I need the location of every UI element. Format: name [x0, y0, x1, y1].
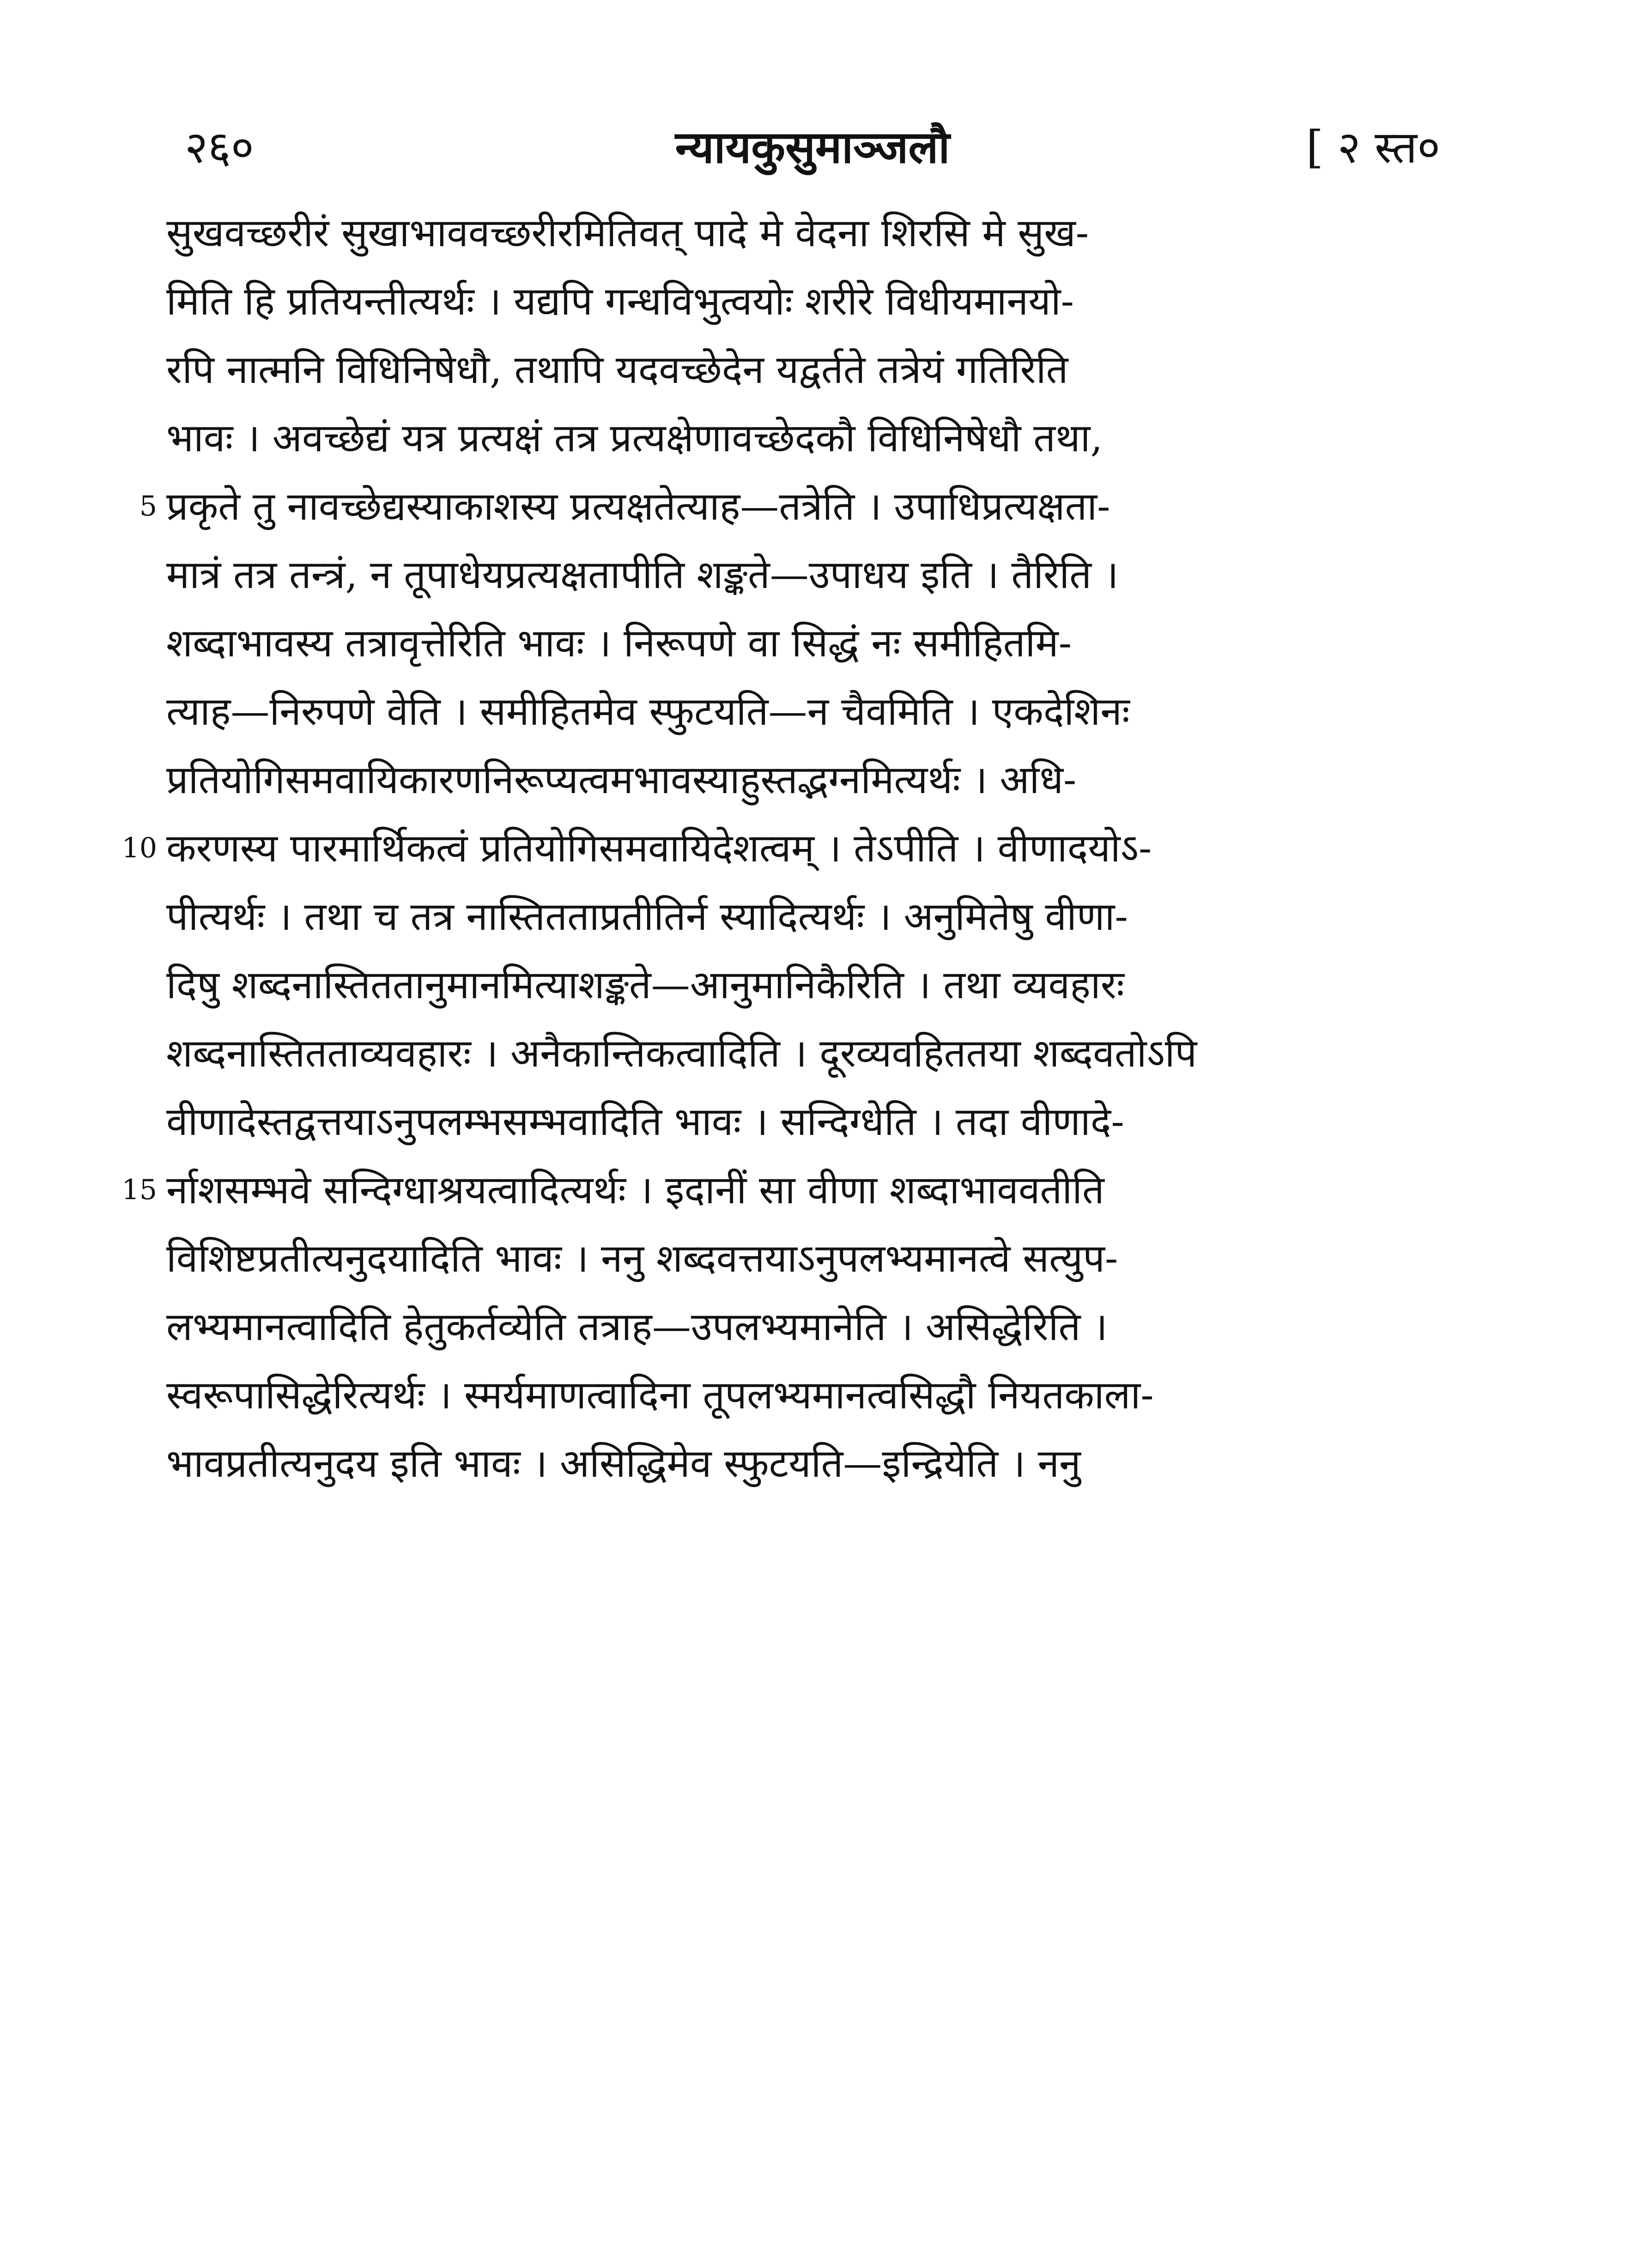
text-line	[166, 267, 1459, 335]
text-line	[166, 1224, 1459, 1292]
line-text: भावः । अवच्छेद्यं यत्र प्रत्यक्षं तत्र प्रत्यक्षेणावच्छेदकौ विधिनिषेधौ तथा,	[166, 415, 1103, 461]
line-text: भावप्रतीत्यनुदय इति भावः । असिद्धिमेव स्फुटयति—इन्द्रियेति । ननु	[166, 1441, 1081, 1486]
line-text: स्वरूपासिद्धेरित्यर्थः । स्मर्यमाणत्वादिना तूपलभ्यमानत्वसिद्धौ नियतकाला-	[166, 1372, 1154, 1418]
line-text: मात्रं तत्र तन्त्रं, न तूपाधेयप्रत्यक्षतापीति शङ्कते—उपाधय इति । तैरिति ।	[166, 552, 1119, 597]
page-number: २६०	[185, 121, 254, 173]
commentary-text	[121, 199, 1459, 1498]
text-line	[166, 1429, 1459, 1498]
line-text: लभ्यमानत्वादिति हेतुकर्तव्येति तत्राह—उपलभ्यमानेति । असिद्धेरिति ।	[166, 1304, 1108, 1349]
line-number: 15	[121, 1174, 157, 1206]
text-line	[166, 746, 1459, 814]
text-line	[166, 677, 1459, 746]
text-line	[121, 1156, 1459, 1224]
line-text: करणस्य पारमार्थिकत्वं प्रतियोगिसमवायिदेशत्वम् । तेऽपीति । वीणादयोऽ-	[166, 825, 1152, 871]
line-text: विशिष्टप्रतीत्यनुदयादिति भावः । ननु शब्दवत्तयाऽनुपलभ्यमानत्वे सत्युप-	[166, 1236, 1118, 1281]
text-line	[166, 609, 1459, 677]
text-line	[166, 1087, 1459, 1156]
line-text: प्रकृते तु नावच्छेद्यस्याकाशस्य प्रत्यक्षतेत्याह—तत्रेति । उपाधिप्रत्यक्षता-	[166, 484, 1110, 529]
line-text: र्नाशसम्भवे सन्दिग्धाश्रयत्वादित्यर्थः । इदानीं सा वीणा शब्दाभाववतीति	[166, 1167, 1104, 1213]
line-number: 10	[121, 832, 157, 864]
text-line	[166, 540, 1459, 609]
line-text: त्याह—निरुपणे वेति । समीहितमेव स्फुटयति—न चैवमिति । एकदेशिनः	[166, 689, 1130, 734]
text-line	[166, 335, 1459, 404]
line-text: वीणादेस्तद्वत्तयाऽनुपलम्भसम्भवादिति भावः । सन्दिग्धेति । तदा वीणादे-	[166, 1099, 1124, 1144]
line-number: 5	[139, 490, 157, 522]
line-text: सुखवच्छरीरं सुखाभाववच्छरीरमितिवत् पादे मे वेदना शिरसि मे सुख-	[166, 210, 1089, 255]
text-line	[166, 1292, 1459, 1361]
text-line	[166, 951, 1459, 1019]
line-text: शब्दनास्तितताव्यवहारः । अनैकान्तिकत्वादिति । दूरव्यवहिततया शब्दवतोऽपि	[166, 1031, 1197, 1076]
line-text: शब्दाभावस्य तत्रावृत्तेरिति भावः । निरूपणे वा सिद्धं नः समीहितमि-	[166, 620, 1072, 666]
line-text: प्रतियोगिसमवायिकारणनिरूप्यत्वमभावस्याहुस्तद्भग्नमित्यर्थः । अधि-	[166, 757, 1077, 802]
book-title: न्यायकुसुमाञ्जलौ	[675, 121, 950, 173]
text-line	[166, 199, 1459, 267]
line-text: मिति हि प्रतियन्तीत्यर्थः । यद्यपि गन्धविभुत्वयोः शरीरे विधीयमानयो-	[166, 279, 1074, 324]
text-line	[121, 814, 1459, 882]
line-text: पीत्यर्थः । तथा च तत्र नास्तितताप्रतीतिर्न स्यादित्यर्थः । अनुमितेषु वीणा-	[166, 894, 1128, 939]
line-text: दिषु शब्दनास्तिततानुमानमित्याशङ्कते—आनुमानिकैरिति । तथा व्यवहारः	[166, 962, 1124, 1007]
text-line	[166, 1361, 1459, 1429]
text-line	[166, 1019, 1459, 1087]
section-reference: [ २ स्त०	[1306, 121, 1440, 173]
text-line	[166, 882, 1459, 951]
text-line	[166, 404, 1459, 472]
page-header	[166, 115, 1459, 171]
text-line	[139, 472, 1459, 540]
line-text: रपि नात्मनि विधिनिषेधौ, तथापि यदवच्छेदेन यद्वर्तते तत्रेयं गतिरिति	[166, 347, 1068, 392]
